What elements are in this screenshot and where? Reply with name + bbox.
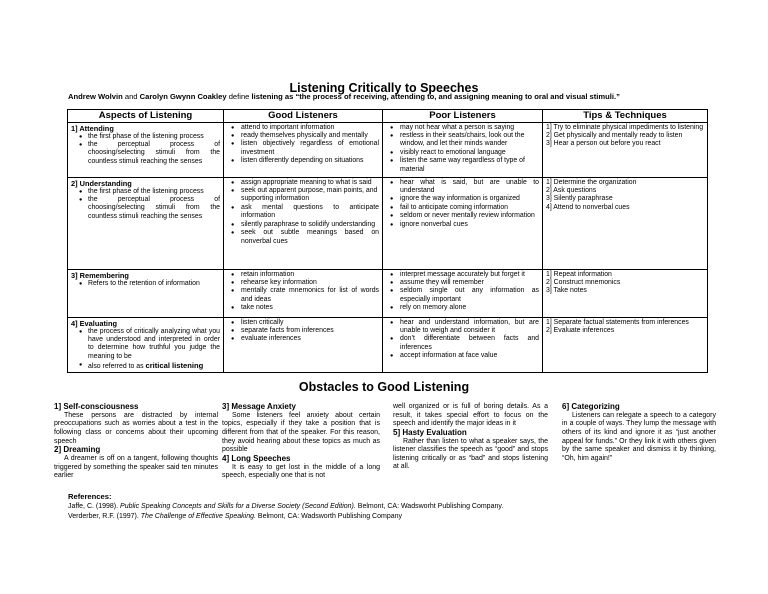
aspect-cell [68,122,224,177]
list-item: ● the first phase of the listening process [88,188,220,196]
author-1: Andrew Wolvin [68,92,123,101]
list-item: ● listen objectively regardless of emotional investment [241,140,379,157]
good-cell [224,269,383,317]
list-item: ● listen differently depending on situations [241,157,379,165]
ref-publisher: Belmont, CA: Wadsworht Publishing Company. [357,503,504,511]
poor-cell [383,269,543,317]
aspect-cell [68,177,224,269]
list-item: ● may not hear what a person is saying [400,124,539,132]
ref-author: Jaffe, C. (1998). [68,503,119,511]
reference-item [68,502,503,511]
list-item: ● attend to important information [241,124,379,132]
intro-and: and [124,92,138,101]
aspect-title: 1] Attending [71,123,114,133]
obstacle-text: Listeners can relegate a speech to a category in a couple of ways. They lump the message with others of its kind and ignore it as “just another appeal for funds.” Or they link it with others given by the same speaker and dismiss it by thinking, “Oh, him again!” [562,411,716,462]
aspect-cell [68,317,224,372]
list-item: ● the process of critically analyzing what you have understood and interpreted in order to determine how truthful you judge the meaning to be [88,328,220,362]
obstacles-col-2 [222,403,380,481]
ref-author: Verderber, R.F. (1997). [68,512,139,520]
list-item: ● the perceptual process of choosing/selecting stimuli from the countless stimuli reaching the senses [88,196,220,221]
list-item: ● assume they will remember [400,279,539,287]
tip-item: 3] Silently paraphrase [546,195,613,203]
listening-table [67,109,708,373]
obstacle-text: Some listeners feel anxiety about certain topics, especially if they take a position that is different from that of the speaker. For this reason, they avoid hearing about these topics as much as possible [222,411,380,454]
list-item [88,361,220,371]
list-item: ● restless in their seats/chairs, look out the window, and let their minds wander [400,132,539,149]
list-item: ● seek out apparent purpose, main points, and supporting information [241,187,379,204]
good-cell [224,317,383,372]
ref-publisher: Belmont, CA: Wadsworth Publishing Company [257,512,403,520]
list-item: ● seldom or never mentally review information [400,212,539,220]
aspect-title: 4] Evaluating [71,318,117,328]
list-item: ● rely on memory alone [400,304,539,312]
list-item: ● retain information [241,271,379,279]
aspect-title: 2] Understanding [71,178,132,188]
tip-item: 1] Repeat information [546,270,612,278]
list-item: ● fail to anticipate coming information [400,204,539,212]
header-tips: Tips & Techniques [543,110,708,123]
obstacles-title: Obstacles to Good Listening [298,380,470,394]
table-row-evaluating [68,317,708,372]
obstacle-text: well organized or is full of boring details. As a result, it takes special effort to focus on the speech and identify the major ideas in it [393,403,548,428]
critical-listening-term: critical listening [145,361,204,371]
tip-item: 1] Separate factual statements from inferences [546,318,689,326]
table-row-understanding [68,177,708,269]
good-cell [224,122,383,177]
page-title: Listening Critically to Speeches [289,81,479,95]
tips-cell [543,122,708,177]
list-item: ● ready themselves physically and mentally [241,132,379,140]
tip-item: 1] Try to eliminate physical impediments to listening [546,123,704,131]
table-row-attending [68,122,708,177]
aspect-title: 3] Remembering [71,270,129,280]
aspect-cell [68,269,224,317]
header-aspects: Aspects of Listening [68,110,224,123]
list-item: ● ignore the way information is organized [400,195,539,203]
intro-define: define [228,92,250,101]
intro-text [68,92,708,101]
obstacle-heading: 6] Categorizing [562,402,620,411]
tip-item: 4] Attend to nonverbal cues [546,203,630,211]
good-cell [224,177,383,269]
header-good: Good Listeners [224,110,383,123]
list-item: ● ignore nonverbal cues [400,221,539,229]
list-item: ● assign appropriate meaning to what is said [241,179,379,187]
header-poor: Poor Listeners [383,110,543,123]
ref-title: Public Speaking Concepts and Skills for a Diverse Society (Second Edition). [120,503,356,511]
poor-cell [383,177,543,269]
references [68,492,503,521]
tip-item: 2] Get physically and mentally ready to listen [546,132,683,139]
tip-item: 3] Hear a person out before you react [546,140,661,148]
intro-term: listening as [251,92,294,101]
tips-cell [543,269,708,317]
reference-item [68,512,503,521]
obstacle-text: These persons are distracted by internal preoccupations such as worries about a test in the following class or concerns about their upcoming speech [54,411,218,445]
list-item: ● listen the same way regardless of type of material [400,157,539,174]
obstacles-col-1 [54,403,218,481]
tips-cell [543,317,708,372]
obstacles-col-4 [562,403,716,463]
also-referred-text: also referred to as [88,363,144,371]
obstacle-heading: 3] Message Anxiety [222,402,296,411]
author-2: Carolyn Gwynn Coakley [139,92,227,101]
list-item: ● accept information at face value [400,352,539,360]
list-item: ● listen critically [241,319,379,327]
obstacle-heading: 1] Self-consciousness [54,402,139,411]
list-item: ● mentally crate mnemonics for list of words and ideas [241,287,379,304]
table-header-row [68,110,708,123]
list-item: ● don’t differentiate between facts and inferences [400,335,539,352]
list-item: ● visibly react to emotional language [400,149,539,157]
obstacle-text: It is easy to get lost in the middle of a long speech, especially one that is not [222,463,380,480]
obstacles-col-3 [393,403,548,472]
list-item: ● separate facts from inferences [241,327,379,335]
list-item: ● the first phase of the listening process [88,133,220,141]
list-item: ● take notes [241,304,379,312]
intro-definition: “the process of receiving, attending to, and assigning meaning to oral and visual stimuli.” [295,92,620,101]
list-item: ● evaluate inferences [241,335,379,343]
table-row-remembering [68,269,708,317]
list-item: ● seldom single out any information as especially important [400,287,539,304]
list-item: ● Refers to the retention of information [88,280,220,288]
tip-item: 2] Ask questions [546,187,597,194]
obstacle-text: Rather than listen to what a speaker says, the listener classifies the speech as “good” and stops listening critically or as “bad” and stops listening at all. [393,437,548,471]
poor-cell [383,122,543,177]
list-item: ● ask mental questions to anticipate information [241,204,379,221]
list-item: ● hear what is said, but are unable to understand [400,179,539,196]
list-item: ● seek out subtle meanings based on nonverbal cues [241,229,379,246]
obstacle-heading: 2] Dreaming [54,445,101,455]
list-item: ● silently paraphrase to solidify understanding [241,221,379,229]
list-item: ● hear and understand information, but are unable to weigh and consider it [400,319,539,336]
tip-item: 2] Construct mnemonics [546,279,621,286]
ref-title: The Challenge of Effective Speaking. [140,512,256,520]
tip-item: 3] Take notes [546,287,587,295]
tip-item: 2] Evaluate inferences [546,327,615,334]
obstacle-heading: 4] Long Speeches [222,453,291,463]
list-item: ● interpret message accurately but forget it [400,271,539,279]
list-item: ● rehearse key information [241,279,379,287]
obstacle-heading: 5] Hasty Evaluation [393,427,467,437]
tips-cell [543,177,708,269]
references-heading: References: [68,492,112,501]
list-item: ● the perceptual process of choosing/selecting stimuli from the countless stimuli reaching the senses [88,141,220,166]
tip-item: 1] Determine the organization [546,178,637,186]
obstacle-text: A dreamer is off on a tangent, following thoughts triggered by something the speaker said ten minutes earlier [54,455,218,480]
poor-cell [383,317,543,372]
